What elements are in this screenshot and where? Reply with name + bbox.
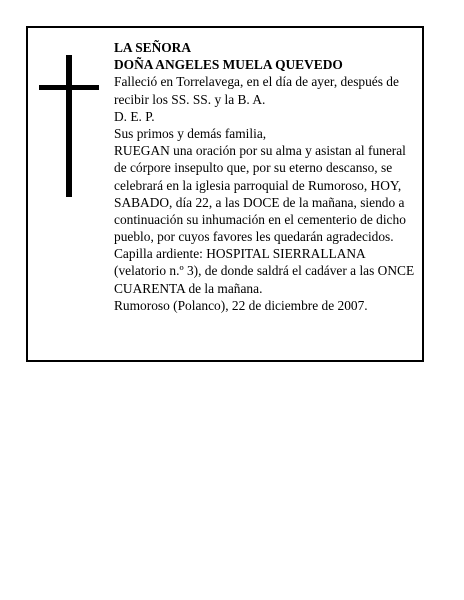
notice-line: Sus primos y demás familia, [114, 125, 267, 141]
notice-line: (velatorio n.º 3), de donde saldrá el cadáver a las ONCE [114, 263, 415, 279]
notice-title: LA SEÑORA [114, 40, 192, 55]
notice-line: recibir los SS. SS. y la B. A. [114, 91, 266, 107]
notice-line: pueblo, por cuyos favores les quedarán agradecidos. [114, 229, 394, 245]
notice-line: Capilla ardiente: HOSPITAL SIERRALLANA [114, 246, 366, 262]
notice-line: SABADO, día 22, a las DOCE de la mañana, siendo a [114, 194, 405, 210]
notice-line: de córpore insepulto que, por su eterno descanso, se [114, 160, 393, 176]
notice-text [114, 39, 426, 314]
notice-line: Falleció en Torrelavega, en el día de ayer, después de [114, 74, 399, 90]
notice-line: continuación su inhumación en el cementerio de dicho [114, 211, 406, 227]
deceased-name: DOÑA ANGELES MUELA QUEVEDO [114, 57, 343, 73]
obituary-notice [26, 26, 424, 362]
notice-line: D. E. P. [114, 108, 155, 124]
notice-date-line: Rumoroso (Polanco), 22 de diciembre de 2007. [114, 297, 368, 313]
notice-line: RUEGAN una oración por su alma y asistan al funeral [114, 143, 406, 159]
cross-horizontal-bar [39, 85, 99, 90]
latin-cross-icon [39, 55, 99, 197]
notice-line: CUARENTA de la mañana. [114, 280, 263, 296]
cross-vertical-bar [66, 55, 72, 197]
notice-line: celebrará en la iglesia parroquial de Rumoroso, HOY, [114, 177, 402, 193]
